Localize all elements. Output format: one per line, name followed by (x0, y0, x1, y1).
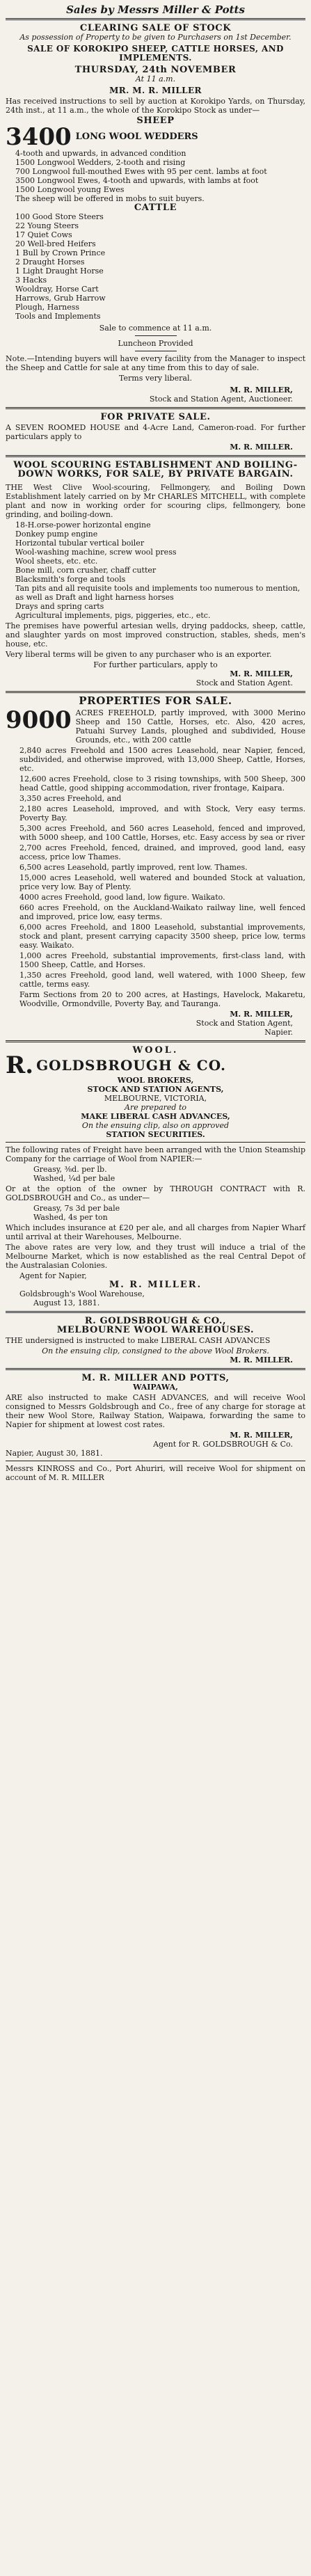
divider (6, 1040, 305, 1042)
signature-place: Napier. (264, 1028, 293, 1037)
rate-line: Greasy, 7s 3d per bale (33, 1204, 120, 1213)
sale-commence: Sale to commence at 11 a.m. (99, 324, 212, 333)
list-item: Tools and Implements (15, 312, 101, 321)
warehouses-ad (6, 1317, 305, 1365)
list-item: 6,000 acres Freehold, and 1800 Leasehold, substantial improvements, stock and plant, present carrying capacity 3500 sheep, price low, terms easy. Waikato. (19, 923, 305, 950)
auctioneer-name: MR. M. R. MILLER (109, 86, 202, 95)
list-item: Harrows, Grub Harrow (15, 294, 106, 303)
firm-name: GOLDSBROUGH & CO. (36, 1057, 226, 1074)
list-item: 100 Good Store Steers (15, 212, 104, 221)
list-item: 2,180 acres Leasehold, improved, and with Stock, Very easy terms. Poverty Bay. (19, 804, 305, 822)
firm-line: MELBOURNE, VICTORIA, (104, 1094, 207, 1103)
list-item: 20 Well-bred Heifers (15, 239, 96, 248)
divider (6, 455, 305, 457)
divider (6, 407, 305, 409)
ad-body: On the ensuing clip, consigned to the above Wool Brokers. (42, 1346, 269, 1355)
signature-title: Agent for R. GOLDSBROUGH & Co. (153, 1440, 293, 1449)
list-item: 1 Light Draught Horse (15, 267, 104, 276)
ad-body: Very liberal terms will be given to any purchaser who is an exporter. (6, 650, 272, 659)
list-item: 1 Bull by Crown Prince (15, 248, 106, 257)
goldsbrough-ad (6, 1046, 305, 1307)
clearing-sale-ad (6, 24, 305, 404)
divider (6, 1368, 305, 1370)
sale-date: THURSDAY, 24th NOVEMBER (74, 65, 237, 75)
firm-initial: R. (6, 1055, 34, 1076)
list-item: 1,350 acres Freehold, good land, well watered, with 1000 Sheep, few cattle, terms easy. (19, 971, 305, 989)
property-list (6, 746, 305, 1008)
wool-scouring-ad (6, 461, 305, 687)
list-item: Horizontal tubular vertical boiler (15, 539, 145, 548)
list-item: Donkey pump engine (15, 530, 98, 539)
ad-body: A SEVEN ROOMED HOUSE and 4-Acre Land, Cameron-road. For further particulars apply to (6, 423, 305, 441)
list-item: Drays and spring carts (15, 602, 104, 611)
signature-name: M. R. MILLER. (230, 1355, 293, 1365)
list-item: 1500 Longwool young Ewes (15, 185, 125, 194)
acreage-number: 9000 (6, 706, 72, 734)
divider (6, 691, 305, 693)
ad-body: Has received instructions to sell by auction at Korokipo Yards, on Thursday, 24th inst., at 11 a.m., the whole of the Korokipo Stock as under— (6, 97, 305, 115)
rate-line: Greasy, ⅜d. per lb. (33, 1165, 107, 1174)
apply-line: For further particulars, apply to (93, 660, 218, 669)
sheep-heading: SHEEP (136, 116, 175, 126)
signature-title: Goldsbrough's Wool Warehouse, (19, 1289, 145, 1298)
list-item: 15,000 acres Leasehold, well watered and bounded Stock at valuation, price very low. Bay of Plenty. (19, 873, 305, 891)
list-item: 1,000 acres Freehold, substantial improvements, first-class land, with 1500 Sheep, Cattle, and Horses. (19, 951, 305, 969)
divider (6, 1311, 305, 1313)
list-item: 4-tooth and upwards, in advanced condition (15, 149, 186, 158)
list-item: 660 acres Freehold, on the Auckland-Waikato railway line, well fenced and improved, price low, easy terms. (19, 903, 305, 921)
list-item: 17 Quiet Cows (15, 230, 72, 239)
list-item: Bone mill, corn crusher, chaff cutter (15, 566, 157, 575)
ad-body: The following rates of Freight have been arranged with the Union Steamship Company for the carriage of Wool from NAPIER:— (6, 1145, 305, 1163)
ad-body: The above rates are very low, and they trust will induce a trial of the Melbourne Market, which is now established as the real Central Depot of the Australasian Colonies. (6, 1243, 305, 1270)
list-item: 6,500 acres Leasehold, partly improved, rent low. Thames. (19, 863, 248, 872)
divider (6, 1142, 305, 1143)
ad-title: R. GOLDSBROUGH & CO., (84, 1316, 227, 1326)
ad-date: Napier, August 30, 1881. (6, 1449, 103, 1458)
firm-line: STATION SECURITIES. (106, 1130, 205, 1139)
firm-line: Are prepared to (125, 1103, 186, 1112)
list-item: 2,840 acres Freehold and 1500 acres Leasehold, near Napier, fenced, subdivided, and otherwise improved, with 13,000 Sheep, Cattle, Horses, etc. (19, 746, 305, 773)
list-item: 12,600 acres Freehold, close to 3 rising townships, with 500 Sheep, 300 head Cattle, good shipping accommodation, river frontage, Kaipara. (19, 774, 305, 793)
list-item: 22 Young Steers (15, 221, 79, 230)
waipawa-ad (6, 1374, 305, 1482)
list-item: 1500 Longwool Wedders, 2-tooth and rising (15, 158, 186, 167)
list-item: The sheep will be offered in mobs to suit buyers. (15, 194, 205, 203)
signature-name: M. R. MILLER. (230, 443, 293, 452)
terms: Terms very liberal. (119, 374, 192, 383)
list-item: 3 Hacks (15, 276, 47, 285)
ad-footnote: Messrs KINROSS and Co., Port Ahuriri, will receive Wool for shipment on account of M. R. MILLER (6, 1464, 305, 1482)
firm-header (6, 1055, 305, 1076)
private-sale-ad (6, 413, 305, 452)
agent-line: Agent for Napier, (19, 1271, 87, 1280)
ad-title: FOR PRIVATE SALE. (100, 412, 211, 422)
sheep-count: 3400 (6, 123, 72, 151)
list-item: 2 Draught Horses (15, 257, 85, 267)
cattle-heading: CATTLE (134, 202, 177, 213)
ad-title: MELBOURNE WOOL WAREHOUSES. (56, 1325, 255, 1335)
ad-title: PROPERTIES FOR SALE. (79, 694, 232, 707)
rate-line: Washed, ¼d per bale (33, 1174, 115, 1183)
list-item: Agricultural implements, pigs, piggeries, etc., etc. (15, 611, 211, 620)
firm-line: WOOL BROKERS, (117, 1076, 194, 1085)
cattle-list (6, 212, 305, 321)
divider (135, 335, 177, 336)
lead-property (6, 708, 305, 745)
ad-title: CLEARING SALE OF STOCK (79, 23, 232, 33)
luncheon: Luncheon Provided (118, 339, 193, 348)
ad-body: ACRES FREEHOLD, partly improved, with 3000 Merino Sheep and 150 Cattle, Horses, etc. Also, 420 acres, Patuahi Survey Lands, ploughed and subdivided, House Grounds, etc., with 200 cattle (75, 708, 305, 745)
ad-heading: SALE OF KOROKIPO SHEEP, CATTLE HORSES, AND IMPLEMENTS. (27, 44, 284, 63)
ad-body: The premises have powerful artesian wells, drying paddocks, sheep, cattle, and slaughter yards on most improved construction, stables, sheds, men's house, etc. (6, 621, 305, 649)
ad-title: WOOL. (132, 1045, 179, 1056)
list-item: 2,700 acres Freehold, fenced, drained, and improved, good land, easy access, price low Thames. (19, 843, 305, 861)
plant-list (6, 520, 305, 620)
firm-line: On the ensuing clip, also on approved (81, 1121, 230, 1130)
firm-line: MAKE LIBERAL CASH ADVANCES, (81, 1112, 230, 1121)
ad-title: M. R. MILLER AND POTTS, (81, 1373, 230, 1383)
ad-body: Which includes insurance at £20 per ale, and all charges from Napier Wharf until arrival at their Warehouses, Melbourne. (6, 1223, 305, 1241)
list-item: Farm Sections from 20 to 200 acres, at Hastings, Havelock, Makaretu, Woodville, Ormondville, Poverty Bay, and Taurangа. (19, 990, 305, 1008)
list-item: 4000 acres Freehold, good land, low figure. Waikato. (19, 893, 225, 902)
ad-date: August 13, 1881. (33, 1298, 100, 1307)
ad-body: ARE also instructed to make CASH ADVANCES, and will receive Wool consigned to Messrs Goldsbrough and Co., free of any charge for storage at their new Wool Store, Railway Station, Waipawa, forwarding the same to Napier for shipment at lowest cost rates. (6, 1393, 305, 1429)
sale-time: At 11 a.m. (135, 74, 176, 84)
list-item: Wooldray, Horse Cart (15, 285, 99, 294)
masthead: Sales by Messrs Miller & Potts (66, 3, 245, 16)
sheep-type: LONG WOOL WEDDERS (75, 132, 198, 142)
list-item: 5,300 acres Freehold, and 560 acres Leasehold, fenced and improved, with 5000 sheep, and 100 Cattle, Horses, etc. Easy access by sea or river (19, 824, 305, 842)
ad-body: THE undersigned is instructed to make LIBERAL CASH ADVANCES (6, 1336, 271, 1345)
signature-name: M. R. MILLER, (230, 1431, 293, 1440)
signature-title: Stock and Station Agent. (196, 678, 293, 687)
list-item: 18-H.orse-power horizontal engine (15, 520, 151, 530)
divider (6, 18, 305, 20)
rate-line: Washed, 4s per ton (33, 1213, 108, 1222)
ad-place: WAIPAWA, (133, 1383, 178, 1392)
signature-name: M. R. MILLER, (230, 669, 293, 678)
ad-note: Note.—Intending buyers will have every facility from the Manager to inspect the Sheep and Cattle for sale at any time from this to day of sale. (6, 354, 305, 372)
list-item: 3,350 acres Freehold, and (19, 794, 122, 803)
signature-title: Stock and Station Agent, Auctioneer. (149, 395, 293, 404)
signature-name: M. R. MILLER, (230, 385, 293, 395)
ad-body: THE West Clive Wool-scouring, Fellmongery, and Boiling Down Establishment lately carried on by Mr CHARLES MITCHELL, with complete plant and now in working order for scouring clips, fellmongery, bone grinding, and boiling-down. (6, 483, 305, 519)
list-item: Blacksmith's forge and tools (15, 575, 126, 584)
properties-ad (6, 694, 305, 1037)
signature-name: M. R. MILLER. (109, 1280, 202, 1290)
signature-name: M. R. MILLER, (230, 1010, 293, 1019)
sheep-list (6, 149, 305, 203)
list-item: 3500 Longwool Ewes, 4-tooth and upwards, with lambs at foot (15, 176, 259, 185)
list-item: 700 Longwool full-mouthed Ewes with 95 per cent. lambs at foot (15, 167, 267, 176)
sheep-lead (6, 125, 305, 149)
list-item: Wool sheets, etc. etc. (15, 557, 98, 566)
list-item: Plough, Harness (15, 303, 80, 312)
ad-body: Or at the option of the owner by THROUGH CONTRACT with R. GOLDSBROUGH and Co., as under— (6, 1184, 305, 1202)
list-item: Tan pits and all requisite tools and implements too numerous to mention, as well as Draft and light harness horses (15, 584, 301, 602)
ad-title: WOOL SCOURING ESTABLISHMENT AND BOILING-DOWN WORKS, FOR SALE, BY PRIVATE BARGAIN. (13, 460, 298, 479)
ad-subtitle: As possession of Property to be given to Purchasers on 1st December. (19, 33, 292, 42)
signature-title: Stock and Station Agent, (196, 1019, 293, 1028)
list-item: Wool-washing machine, screw wool press (15, 548, 177, 557)
firm-line: STOCK AND STATION AGENTS, (87, 1085, 224, 1094)
